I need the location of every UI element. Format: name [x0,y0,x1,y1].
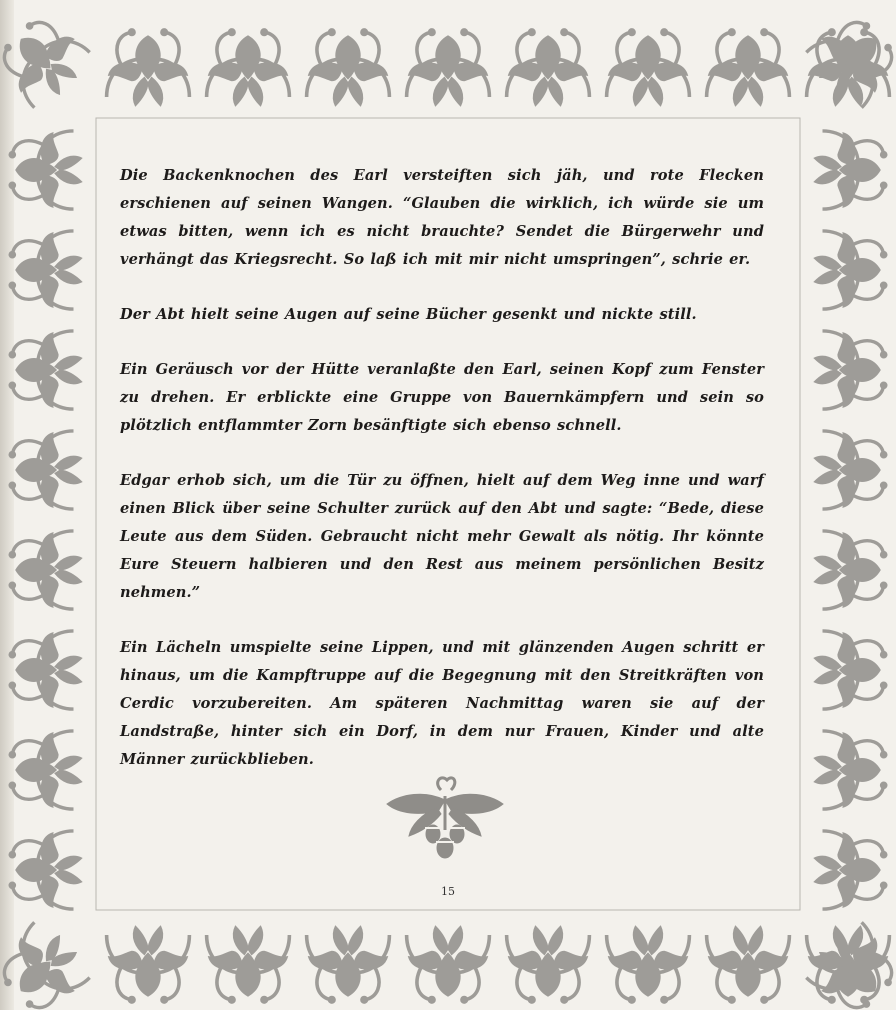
leaf-ornament-icon [0,8,94,113]
paragraph-1: Die Backenknochen des Earl versteiften sich jäh, und rote Flecken erschienen auf seinen Wangen. “Glauben die wirklich, ich würde sie um etwas bitten, wenn ich es nicht brauchte? Sendet die Bürgerwehr und verhängt das Kriegsrecht. So laß ich mit mir nicht umspringen”, schrie er. [120,167,764,268]
paragraph-3: Ein Geräusch vor der Hütte veranlaßte den Earl, seinen Kopf zum Fenster zu drehen. Er erblickte eine Gruppe von Bauernkämpfern und sein so plötzlich entflammter Zorn besänftigte sich ebenso schnell. [120,361,764,434]
border-left-ornament [9,131,82,909]
body-text [120,162,764,801]
leaf-ornament-icon [802,8,896,113]
paragraph-4: Edgar erhob sich, um die Tür zu öffnen, hielt auf dem Weg inne und warf einen Blick über seine Schulter zurück auf den Abt und sagte: “Bede, diese Leute aus dem Süden. Gebraucht nicht mehr Gewalt als nötig. Ihr könnte Eure Steuern halbieren und den Rest aus meinem persönlichen Besitz nehmen.” [120,472,764,601]
border-right-ornament [814,131,887,909]
paragraph-2: Der Abt hielt seine Augen auf seine Bücher gesenkt und nickte still. [120,306,697,323]
border-bottom-ornament [0,918,896,1010]
paragraph-5: Ein Lächeln umspielte seine Lippen, und mit glänzenden Augen schritt er hinaus, um die Kampftruppe auf die Begegnung mit den Streitkräften von Cerdic vorzubereiten. Am späteren Nachmittag waren sie auf der Landstraße, hinter sich ein Dorf, in dem nur Frauen, Kinder und alte Männer zurückblieben. [120,639,764,768]
leaf-ornament-icon [0,918,94,1010]
border-top-ornament [0,8,896,113]
page-number: 15 [441,885,455,898]
